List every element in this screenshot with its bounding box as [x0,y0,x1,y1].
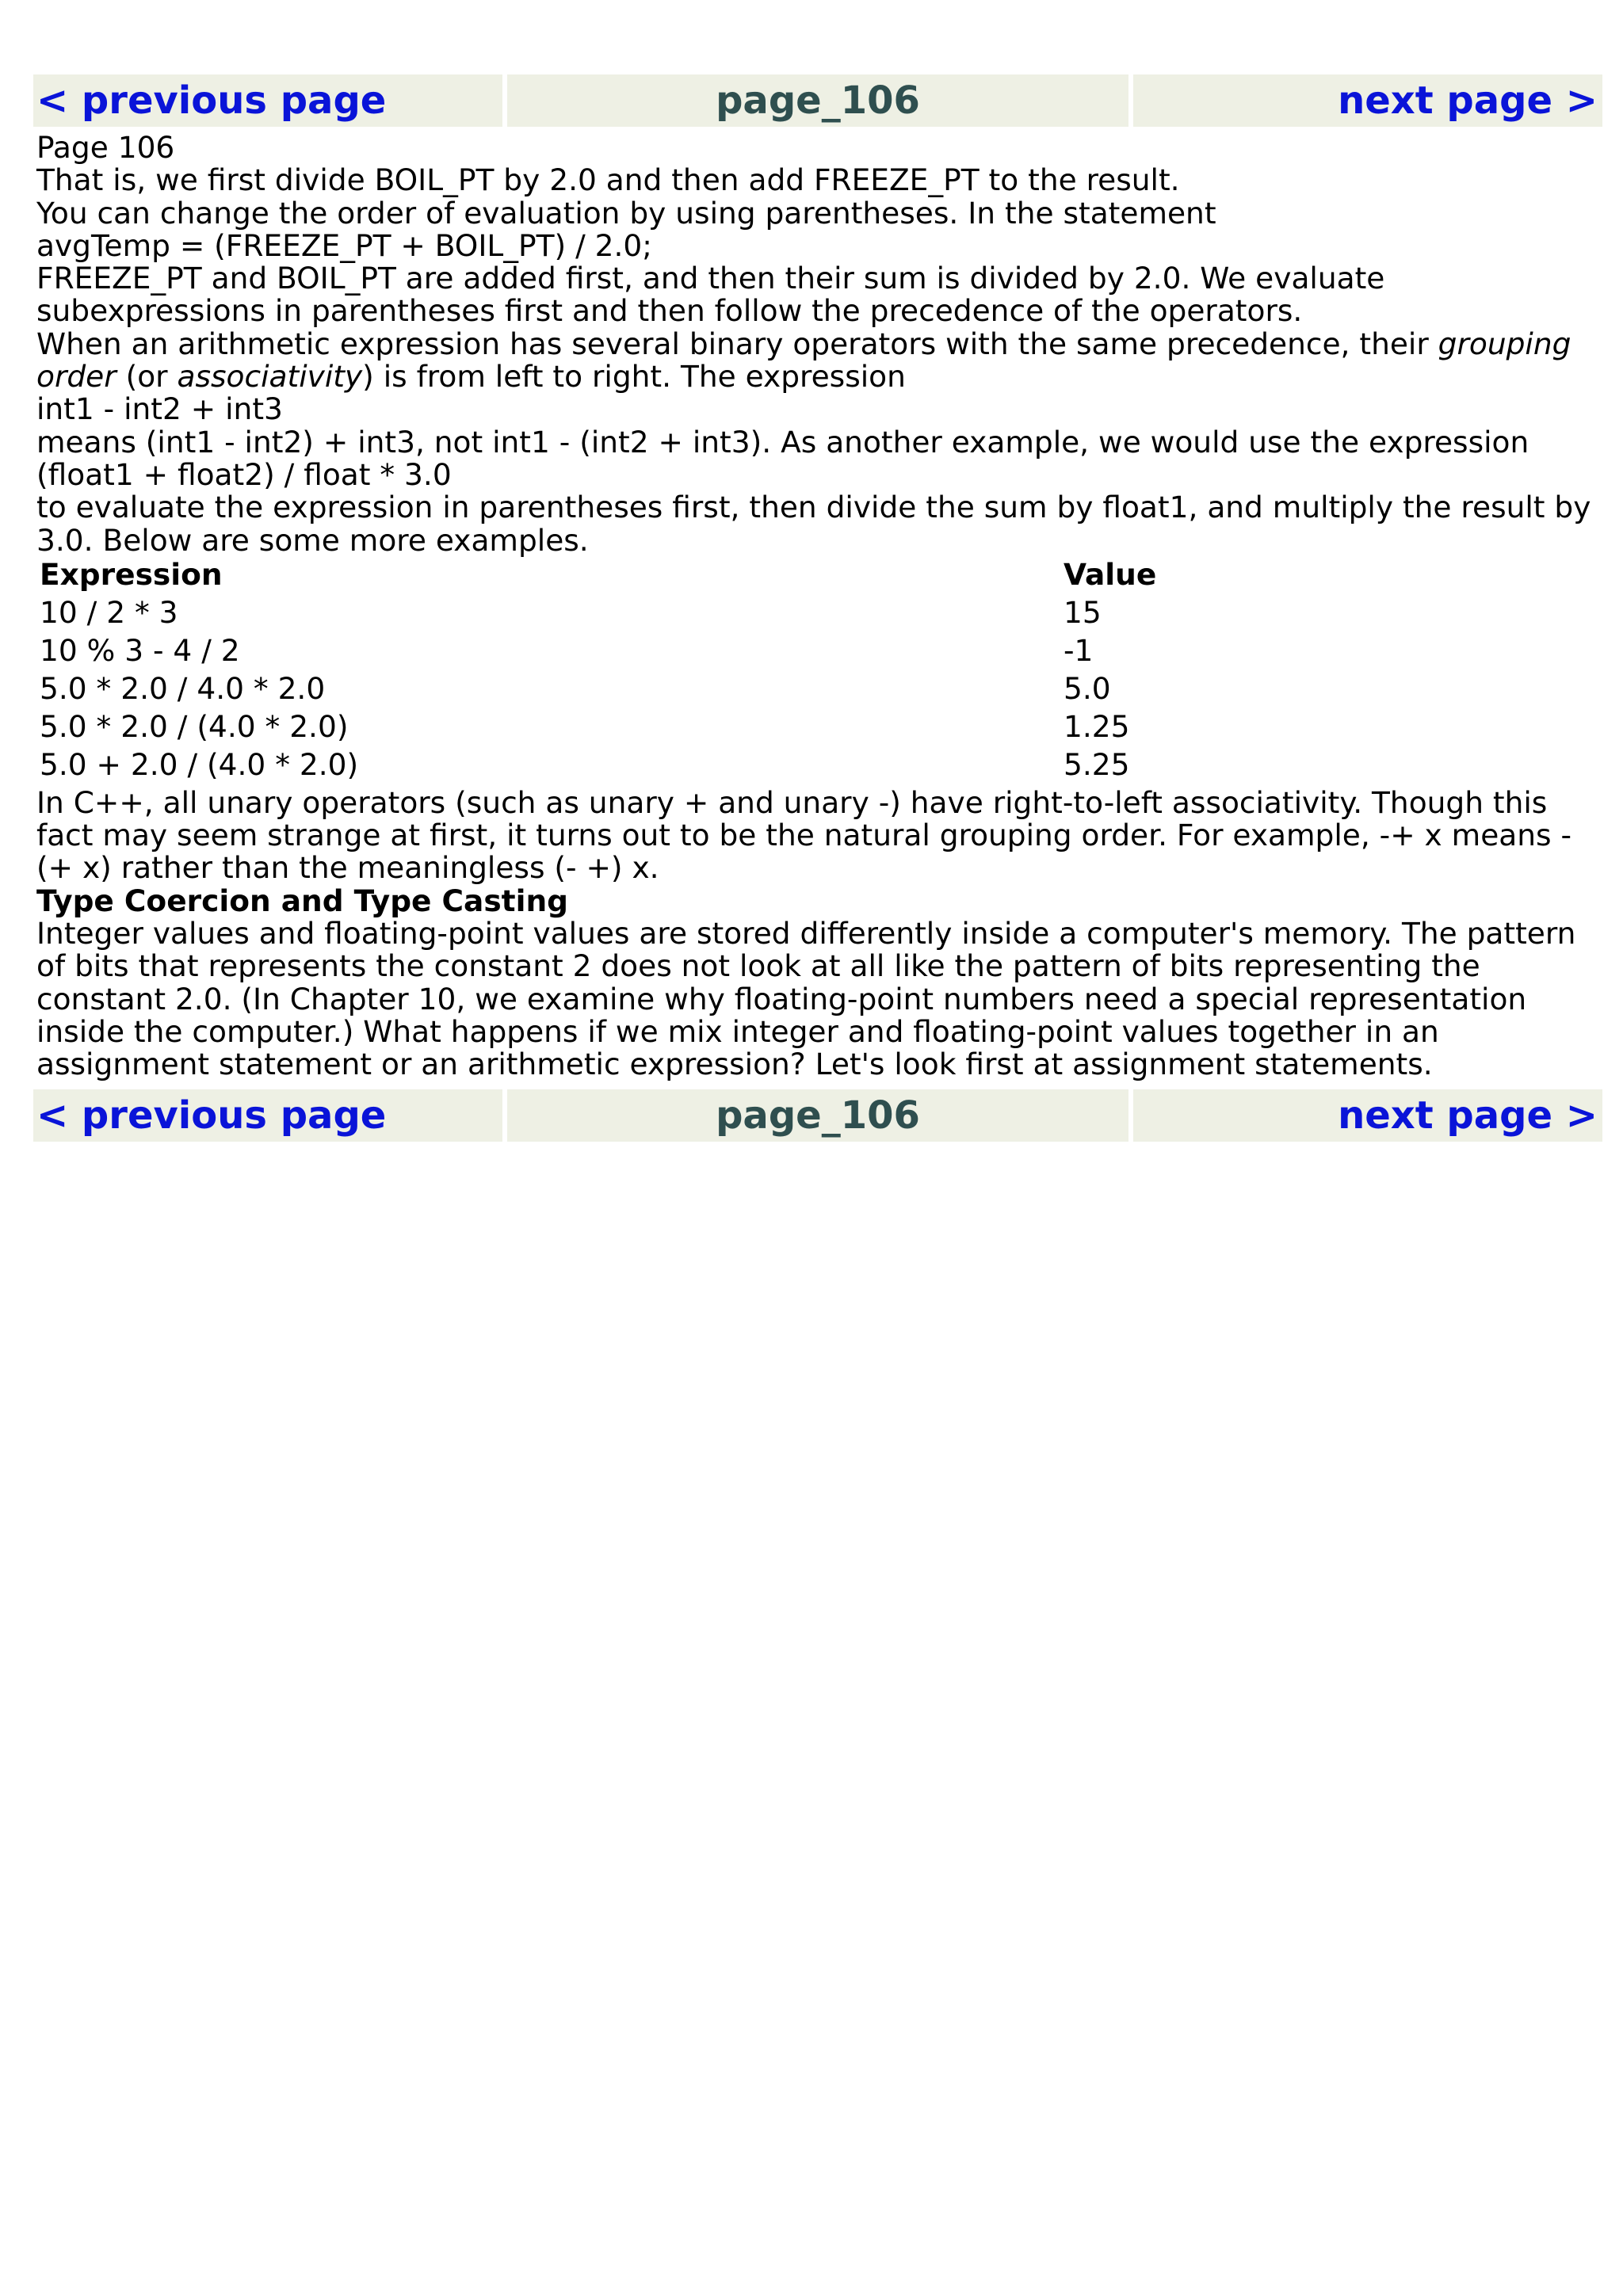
paragraph-4-part-c: ) is from left to right. The expression [362,359,906,395]
table-row [36,635,1601,673]
expression-cell: 5.0 * 2.0 / (4.0 * 2.0) [40,708,349,744]
expression-cell: 5.0 * 2.0 / 4.0 * 2.0 [40,670,326,706]
bottom-previous-page-link[interactable]: < previous page [36,1093,387,1138]
table-row [36,711,1601,749]
paragraph-4-part-b: (or [116,359,178,395]
top-navbar [33,74,1602,127]
value-cell: 5.0 [1064,670,1111,706]
expression-cell: 10 / 2 * 3 [40,594,178,630]
value-cell: 15 [1064,594,1102,630]
code-line-3: (float1 + float2) / float * 3.0 [36,456,452,492]
page-label: Page 106 [36,130,175,165]
grouping-order-term: grouping order [36,326,1571,395]
value-cell: -1 [1064,632,1094,668]
bottom-next-cell [1133,1089,1602,1142]
top-prev-cell [33,74,502,127]
bottom-page-title: page_106 [507,1089,1128,1142]
top-next-page-link[interactable]: next page > [1338,78,1598,123]
header-value: Value [1064,556,1157,592]
value-cell: 5.25 [1064,746,1130,782]
header-expression: Expression [40,556,223,592]
paragraph-8: Integer values and floating-point values are stored differently inside a computer's memory. The pattern of bits that represents the constant 2 does not look at all like the pattern of bits representing the constant 2.0. (In Chapter 10, we examine why floating-point numbers need a special representation inside the computer.) What happens if we mix integer and floating-point values together in an assignment statement or an arithmetic expression? Let's look first at assignment statements. [36,916,1576,1082]
paragraph-2: You can change the order of evaluation by using parentheses. In the statement [36,195,1216,231]
table-header-row [36,559,1601,597]
associativity-term: associativity [177,359,363,395]
value-cell: 1.25 [1064,708,1130,744]
expression-cell: 10 % 3 - 4 / 2 [40,632,240,668]
expression-table [36,556,1601,787]
table-row [36,673,1601,711]
table-row [36,749,1601,787]
paragraph-4-part-a: When an arithmetic expression has several binary operators with the same precedence, their [36,326,1438,361]
paragraph-4 [36,328,1601,394]
top-page-title: page_106 [507,74,1128,127]
bottom-prev-cell [33,1089,502,1142]
paragraph-3: FREEZE_PT and BOIL_PT are added first, and then their sum is divided by 2.0. We evaluate subexpressions in parentheses first and then follow the precedence of the operators. [36,261,1385,329]
paragraph-6: to evaluate the expression in parentheses first, then divide the sum by float1, and multiply the result by 3.0. Below are some more examples. [36,490,1591,558]
expression-cell: 5.0 + 2.0 / (4.0 * 2.0) [40,746,359,782]
top-next-cell [1133,74,1602,127]
bottom-next-page-link[interactable]: next page > [1338,1093,1598,1138]
paragraph-5: means (int1 - int2) + int3, not int1 - (int2 + int3). As another example, we would use the expression [36,424,1529,460]
code-line-2: int1 - int2 + int3 [36,391,283,427]
page-content [33,127,1602,1085]
paragraph-7: In C++, all unary operators (such as unary + and unary -) have right-to-left associativity. Though this fact may seem strange at first, it turns out to be the natural grouping order. For example, -+ x means - (+ x) rather than the meaningless (- +) x. [36,784,1571,886]
code-line-1: avgTemp = (FREEZE_PT + BOIL_PT) / 2.0; [36,227,652,263]
paragraph-1: That is, we first divide BOIL_PT by 2.0 and then add FREEZE_PT to the result. [36,162,1180,198]
page [33,74,1602,1142]
top-previous-page-link[interactable]: < previous page [36,78,387,123]
table-row [36,597,1601,635]
section-heading: Type Coercion and Type Casting [36,883,568,918]
bottom-navbar [33,1089,1602,1142]
